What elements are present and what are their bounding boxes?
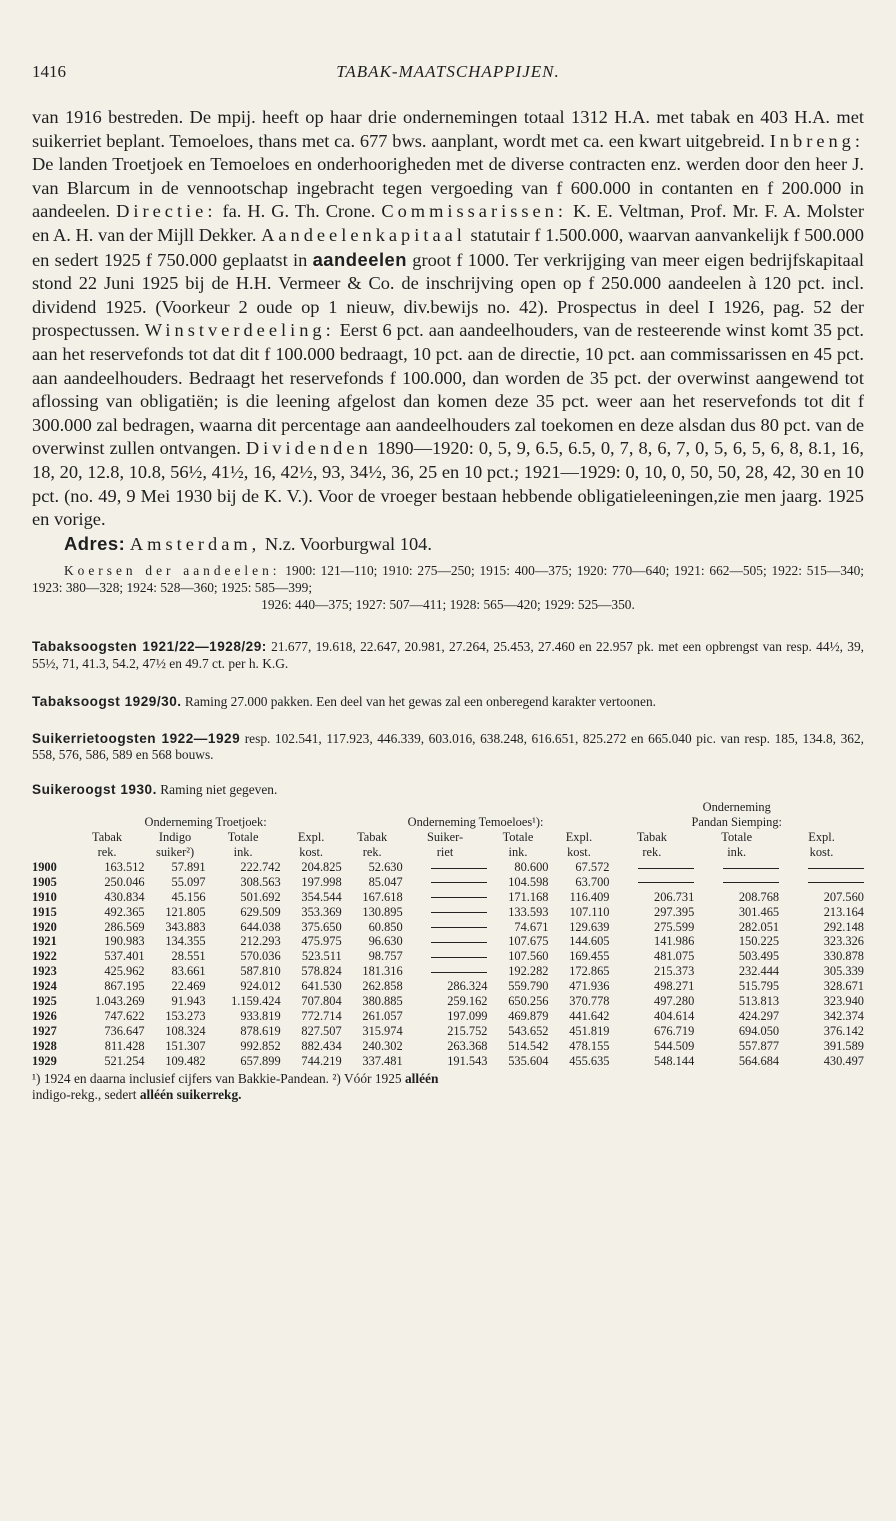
table-cell: 425.962 <box>104 964 145 979</box>
table-cell: 315.974 <box>362 1023 403 1038</box>
table-cell: 206.731 <box>654 889 695 904</box>
table-cell: 262.858 <box>362 979 403 994</box>
column-header: Expl. <box>808 830 835 845</box>
column-header: Expl. <box>565 830 593 845</box>
table-cell: 650.256 <box>508 994 549 1009</box>
table-cell: 328.671 <box>823 979 864 994</box>
table-cell: 169.455 <box>569 949 610 964</box>
table-cell: 424.297 <box>738 1008 780 1023</box>
dash-line <box>808 882 864 883</box>
table-cell: 181.316 <box>362 964 403 979</box>
table-cell: 207.560 <box>823 889 864 904</box>
table-cell: 354.544 <box>301 889 342 904</box>
table-cell: 250.046 <box>104 874 145 889</box>
table-cell: 441.642 <box>569 1008 610 1023</box>
row-year: 1928 <box>32 1038 57 1053</box>
row-year: 1900 <box>32 859 57 874</box>
dash-line <box>431 972 487 973</box>
table-cell: 747.622 <box>104 1008 145 1023</box>
aandeelen-label: aandeelen <box>312 248 408 270</box>
column-subheader: ink. <box>727 845 747 859</box>
table-row <box>32 1024 864 1039</box>
table-cell: 63.700 <box>575 874 610 889</box>
kapitaal-label: Aandeelenkapitaal <box>261 224 466 245</box>
table-row <box>32 890 864 905</box>
winstverdeeling-label: Winstverdeeling: <box>144 320 335 341</box>
row-year: 1926 <box>32 1008 57 1023</box>
table-cell: 263.368 <box>447 1038 488 1053</box>
table-cell: 74.671 <box>514 919 549 934</box>
column-subheader: suiker²) <box>156 845 195 859</box>
table-cell: 867.195 <box>104 979 145 994</box>
adres-line <box>32 532 864 557</box>
table-cell: 559.790 <box>508 979 549 994</box>
table-cell: 543.652 <box>508 1023 549 1038</box>
dividenden-label: Dividenden <box>245 438 372 459</box>
table-cell: 213.164 <box>823 904 864 919</box>
koersen-block: Koersen der aandeelen: 1900: 121—110; 1910: 275—250; 1915: 400—375; 1920: 770—640; 1921: 662—505; 1922: 515—340; 1923: 380—328; 1924: 528—360; 1925: 585—399; 1926: 440—375; 1927: 507—411; 1928: 565—420; 1929: 525—350. <box>32 563 864 613</box>
table-cell: 515.795 <box>738 979 780 994</box>
row-year: 1922 <box>32 949 57 964</box>
table-cell: 167.618 <box>362 889 403 904</box>
tabaksoogst-1930-label: Tabaksoogst 1929/30. <box>32 694 182 710</box>
table-cell: 144.605 <box>569 934 610 949</box>
table-cell: 523.511 <box>301 949 342 964</box>
table-cell: 91.943 <box>171 994 206 1009</box>
table-cell: 498.271 <box>654 979 695 994</box>
row-year: 1905 <box>32 874 57 889</box>
dash-line <box>431 957 487 958</box>
table-cell: 557.877 <box>738 1038 780 1053</box>
table-cell: 514.542 <box>508 1038 549 1053</box>
table-cell: 107.560 <box>508 949 549 964</box>
dash-line <box>431 897 487 898</box>
table-row <box>32 934 864 949</box>
table-cell: 197.998 <box>301 874 342 889</box>
table-cell: 232.444 <box>738 964 780 979</box>
page-header <box>32 62 864 90</box>
empty-cell <box>403 964 488 979</box>
footnote-2-bold2: alléén suikerrekg. <box>139 1086 242 1102</box>
table-cell: 404.614 <box>654 1008 695 1023</box>
column-header: Tabak <box>636 830 667 845</box>
table-cell: 190.983 <box>104 934 145 949</box>
table-cell: 492.365 <box>104 904 145 919</box>
table-cell: 564.684 <box>738 1053 780 1068</box>
table-cell: 535.604 <box>508 1053 549 1068</box>
table-cell: 375.650 <box>301 919 342 934</box>
footnote-2-prefix: ²) Vóór 1925 <box>332 1070 402 1086</box>
table-cell: 657.899 <box>240 1053 281 1068</box>
row-year: 1929 <box>32 1053 57 1068</box>
column-header: Totale <box>721 830 753 845</box>
table-row <box>32 949 864 964</box>
table-cell: 275.599 <box>654 919 695 934</box>
table-cell: 475.975 <box>301 934 342 949</box>
table-cell: 323.940 <box>823 994 864 1009</box>
table-cell: 261.057 <box>362 1008 403 1023</box>
table-cell: 116.409 <box>569 889 610 904</box>
table-cell: 52.630 <box>368 859 403 874</box>
table-cell: 370.778 <box>569 994 610 1009</box>
tabaksoogsten-label: Tabaksoogsten 1921/22—1928/29: <box>32 639 267 655</box>
adres-label: Adres: <box>64 532 126 554</box>
footnote-1: ¹) 1924 en daarna inclusief cijfers van Bakkie-Pandean. <box>32 1070 330 1086</box>
table-cell: 301.465 <box>738 904 780 919</box>
table-cell: 811.428 <box>104 1038 145 1053</box>
table-cell: 503.495 <box>738 949 780 964</box>
table-cell: 430.834 <box>104 889 145 904</box>
suikeroogst-1930-label: Suikeroogst 1930. <box>32 781 157 797</box>
footnotes <box>32 1071 864 1103</box>
table-row <box>32 875 864 890</box>
table-cell: 933.819 <box>240 1008 281 1023</box>
table-cell: 104.598 <box>508 874 549 889</box>
column-subheader: ink. <box>233 845 253 859</box>
table-cell: 736.647 <box>104 1023 145 1038</box>
table-row <box>32 1009 864 1024</box>
table-cell: 134.355 <box>165 934 206 949</box>
table-cell: 376.142 <box>823 1023 864 1038</box>
table-cell: 455.635 <box>569 1053 610 1068</box>
table-cell: 707.804 <box>301 994 342 1009</box>
table-cell: 83.661 <box>171 964 206 979</box>
empty-cell <box>403 949 488 964</box>
empty-cell <box>403 905 488 920</box>
row-year: 1927 <box>32 1023 57 1038</box>
table-cell: 197.099 <box>447 1008 488 1023</box>
table-row <box>32 979 864 994</box>
description-paragraph: van 1916 bestreden. De mpij. heeft op haar drie ondernemingen totaal 1312 H.A. met tabak en 403 H.A. met suikerriet beplant. Temoeloes, thans met ca. 677 bws. aanplant, wordt met ca. een kwart uitgebreid. Inbreng: De landen Troetjoek en Temoeloes en onderhoorigheden met de diverse contracten enz. werden door den heer J. van Blarcum in de vennootschap ingebracht tegen vergoeding van f 600.000 in contanten en f 200.000 in aandeelen. Directie: fa. H. G. Th. Crone. Commissarissen: K. E. Veltman, Prof. Mr. F. A. Molster en A. H. van der Mijll Dekker. Aandeelenkapitaal statutair f 1.500.000, waarvan aanvankelijk f 500.000 en sedert 1925 f 750.000 geplaatst in aandeelen groot f 1000. Ter verkrijging van meer eigen bedrijfskapitaal stond 22 Juni 1925 bij de H.H. Vermeer & Co. de inschrijving open op f 250.000 aandeelen à 120 pct. incl. dividend 1925. (Voorkeur 2 oude op 1 nieuw, div.bewijs no. 42). Prospectus in deel I 1926, pag. 52 der prospectussen. Winstverdeeling: Eerst 6 pct. aan aandeelhouders, van de resteerende winst komt 35 pct. aan het reservefonds tot dat dit f 100.000 bedraagt, 10 pct. aan de directie, 10 pct. aan commissarissen en 45 pct. aan aandeelhouders. Bedraagt het reservefonds f 100.000, dan worden de 35 pct. der overwinst aangewend tot aflossing van obligatiën; is die leening afgelost dan komen deze 35 pct. weer aan het reservefonds tot dit f 300.000 zal bedragen, waarna dit percentage aan aandeelhouders zal toekomen en deze alsdan dus 80 pct. van de overwinst zullen ontvangen. Dividenden 1890—1920: 0, 5, 9, 6.5, 6.5, 0, 7, 8, 6, 7, 0, 5, 6, 5, 6, 8, 8.1, 16, 18, 20, 12.8, 10.8, 56½, 41½, 16, 42½, 93, 34½, 36, 25 en 10 pct.; 1921—1929: 0, 10, 0, 50, 50, 28, 42, 30 en 10 pct. (no. 49, 9 Mei 1930 bij de K. V.). Voor de vroeger bestaan hebbende obligatieleeningen,zie men jaarg. 1925 en vorige. <box>32 107 864 530</box>
table-cell: 109.482 <box>165 1053 206 1068</box>
table-cell: 882.434 <box>301 1038 342 1053</box>
column-header: Tabak <box>92 830 123 845</box>
empty-cell <box>779 860 864 875</box>
koersen-line2: 1926: 440—375; 1927: 507—411; 1928: 565—420; 1929: 525—350. <box>261 597 635 613</box>
table-cell: 469.879 <box>508 1008 549 1023</box>
table-cell: 215.752 <box>447 1023 488 1038</box>
table-cell: 676.719 <box>654 1023 695 1038</box>
table-cell: 171.168 <box>508 889 549 904</box>
group-temoeloes: Onderneming Temoeloes¹): <box>407 815 544 830</box>
table-cell: 121.805 <box>165 904 206 919</box>
table-cell: 107.675 <box>508 934 549 949</box>
table-row <box>32 994 864 1009</box>
running-title: TABAK-MAATSCHAPPIJEN. <box>336 62 560 81</box>
table-cell: 57.891 <box>171 859 206 874</box>
table-cell: 150.225 <box>738 934 780 949</box>
table-cell: 172.865 <box>569 964 610 979</box>
table-cell: 451.819 <box>569 1023 610 1038</box>
table-row <box>32 905 864 920</box>
table-cell: 827.507 <box>301 1023 342 1038</box>
table-cell: 286.324 <box>447 979 488 994</box>
table-cell: 129.639 <box>569 919 610 934</box>
table-cell: 222.742 <box>240 859 281 874</box>
page-number: 1416 <box>32 62 66 81</box>
table-cell: 286.569 <box>104 919 145 934</box>
inbreng-label: Inbreng: <box>769 130 864 151</box>
dash-line <box>638 868 694 869</box>
table-cell: 55.097 <box>171 874 206 889</box>
dash-line <box>723 868 779 869</box>
dash-line <box>431 868 487 869</box>
footnote-2-mid: indigo-rekg., sedert <box>32 1086 137 1102</box>
table-cell: 430.497 <box>823 1053 864 1068</box>
suikerrietoogsten: Suikerrietoogsten 1922—1929 resp. 102.541, 117.923, 446.339, 603.016, 638.248, 616.651, 825.272 en 665.040 pic. van resp. 185, 134.8, 362, 558, 576, 586, 589 en 568 bouws. <box>32 730 865 763</box>
table-cell: 481.075 <box>654 949 695 964</box>
production-table <box>32 800 864 1068</box>
row-year: 1921 <box>32 934 57 949</box>
table-cell: 924.012 <box>240 979 281 994</box>
tabaksoogst-1930: Tabaksoogst 1929/30. Raming 27.000 pakken. Een deel van het gewas zal een onberegend karakter vertoonen. <box>32 694 656 710</box>
table-cell: 28.551 <box>171 949 206 964</box>
table-cell: 163.512 <box>104 859 145 874</box>
column-subheader: rek. <box>362 845 382 859</box>
row-year: 1920 <box>32 919 57 934</box>
adres-city: Amsterdam, <box>129 533 261 554</box>
table-cell: 342.374 <box>823 1008 864 1023</box>
table-cell: 212.293 <box>240 934 281 949</box>
column-subheader: kost. <box>567 845 591 859</box>
table-cell: 501.692 <box>240 889 281 904</box>
table-row <box>32 1039 864 1054</box>
suikeroogst-1930: Suikeroogst 1930. Raming niet gegeven. <box>32 781 278 797</box>
table-cell: 323.326 <box>823 934 864 949</box>
directie-label: Directie: <box>116 201 217 222</box>
dash-line <box>431 942 487 943</box>
table-cell: 353.369 <box>301 904 342 919</box>
table-row <box>32 964 864 979</box>
dash-line <box>431 882 487 883</box>
table-cell: 96.630 <box>368 934 403 949</box>
table-cell: 878.619 <box>240 1023 281 1038</box>
dash-line <box>808 868 864 869</box>
table-cell: 67.572 <box>575 859 610 874</box>
table-cell: 297.395 <box>654 904 695 919</box>
column-header: Indigo <box>158 830 192 845</box>
column-subheader: kost. <box>299 845 324 859</box>
table-row <box>32 1054 864 1069</box>
empty-cell <box>403 860 488 875</box>
table-cell: 85.047 <box>368 874 403 889</box>
dash-line <box>638 882 694 883</box>
dash-line <box>431 912 487 913</box>
table-cell: 578.824 <box>301 964 342 979</box>
table-cell: 204.825 <box>301 859 342 874</box>
table-cell: 308.563 <box>240 874 281 889</box>
table-cell: 151.307 <box>165 1038 206 1053</box>
row-year: 1925 <box>32 994 57 1009</box>
table-cell: 191.543 <box>447 1053 488 1068</box>
table-cell: 521.254 <box>104 1053 145 1068</box>
table-cell: 992.852 <box>240 1038 281 1053</box>
column-header: Tabak <box>357 830 388 845</box>
table-cell: 537.401 <box>104 949 145 964</box>
footnote-2-bold1: alléén <box>404 1070 439 1086</box>
column-subheader: ink. <box>508 845 528 859</box>
table-cell: 60.850 <box>368 919 403 934</box>
empty-cell <box>403 890 488 905</box>
table-cell: 497.280 <box>654 994 695 1009</box>
company-description <box>32 106 864 556</box>
table-cell: 153.273 <box>165 1008 206 1023</box>
group-pandan: Pandan Siemping: <box>691 815 782 830</box>
column-header: Totale <box>227 830 259 845</box>
column-header: Expl. <box>297 830 325 845</box>
empty-cell <box>609 860 694 875</box>
header-row-1 <box>32 830 864 845</box>
column-subheader: rek. <box>642 845 662 859</box>
tabaksoogsten: Tabaksoogsten 1921/22—1928/29: 21.677, 19.618, 22.647, 20.981, 27.264, 25.453, 27.460 en 22.957 pk. met een opbrengst van resp. 44½, 39, 55½, 71, 41.3, 54.2, 47½ en 49.7 ct. per h. K.G. <box>32 639 864 671</box>
commissarissen-label: Commissarissen: <box>381 201 567 222</box>
table-row <box>32 920 864 935</box>
empty-cell <box>403 920 488 935</box>
table-cell: 130.895 <box>362 904 403 919</box>
table-cell: 478.155 <box>569 1038 610 1053</box>
column-subheader: riet <box>436 845 454 859</box>
empty-cell <box>694 875 779 890</box>
empty-cell <box>609 875 694 890</box>
table-cell: 80.600 <box>514 859 549 874</box>
row-year: 1923 <box>32 964 57 979</box>
table-cell: 343.883 <box>165 919 206 934</box>
table-cell: 337.481 <box>362 1053 403 1068</box>
table-cell: 292.148 <box>823 919 864 934</box>
column-subheader: rek. <box>97 845 117 859</box>
table-cell: 192.282 <box>508 964 549 979</box>
table-cell: 641.530 <box>301 979 342 994</box>
table-cell: 107.110 <box>569 904 610 919</box>
dash-line <box>431 927 487 928</box>
column-subheader: kost. <box>809 845 834 859</box>
column-header: Totale <box>502 830 534 845</box>
row-year: 1924 <box>32 979 57 994</box>
koersen-label: Koersen der aandeelen: <box>64 563 281 579</box>
table-body <box>32 860 864 1069</box>
empty-cell <box>779 875 864 890</box>
table-cell: 215.373 <box>654 964 695 979</box>
table-row <box>32 860 864 875</box>
table-cell: 108.324 <box>165 1023 206 1038</box>
table-cell: 282.051 <box>738 919 780 934</box>
table-cell: 1.043.269 <box>95 994 145 1009</box>
empty-cell <box>403 934 488 949</box>
table-cell: 1.159.424 <box>231 994 281 1009</box>
table-cell: 391.589 <box>823 1038 864 1053</box>
row-year: 1910 <box>32 889 57 904</box>
table-cell: 744.219 <box>301 1053 342 1068</box>
table-cell: 240.302 <box>362 1038 403 1053</box>
table-cell: 98.757 <box>368 949 403 964</box>
table-cell: 772.714 <box>301 1008 342 1023</box>
table-cell: 544.509 <box>654 1038 695 1053</box>
table-cell: 629.509 <box>240 904 281 919</box>
empty-cell <box>694 860 779 875</box>
group-pandan-top: Onderneming <box>702 800 771 815</box>
table-cell: 694.050 <box>738 1023 780 1038</box>
suikerrietoogsten-label: Suikerrietoogsten 1922—1929 <box>32 730 241 746</box>
table-cell: 141.986 <box>654 934 695 949</box>
table-cell: 22.469 <box>171 979 206 994</box>
table-cell: 380.885 <box>362 994 403 1009</box>
adres-street: N.z. Voorburgwal 104. <box>264 533 432 554</box>
table-cell: 208.768 <box>738 889 780 904</box>
table-cell: 305.339 <box>823 964 864 979</box>
table-cell: 548.144 <box>654 1053 695 1068</box>
table-cell: 587.810 <box>240 964 281 979</box>
table-cell: 513.813 <box>738 994 780 1009</box>
table-cell: 330.878 <box>823 949 864 964</box>
table-cell: 259.162 <box>447 994 488 1009</box>
dash-line <box>723 882 779 883</box>
table-cell: 644.038 <box>240 919 281 934</box>
table-cell: 133.593 <box>508 904 549 919</box>
group-troetjoek: Onderneming Troetjoek: <box>144 815 267 830</box>
column-header: Suiker- <box>426 830 464 845</box>
empty-cell <box>403 875 488 890</box>
table-cell: 570.036 <box>240 949 281 964</box>
row-year: 1915 <box>32 904 57 919</box>
table-cell: 471.936 <box>569 979 610 994</box>
table-cell: 45.156 <box>171 889 206 904</box>
header-row-2 <box>32 845 864 860</box>
